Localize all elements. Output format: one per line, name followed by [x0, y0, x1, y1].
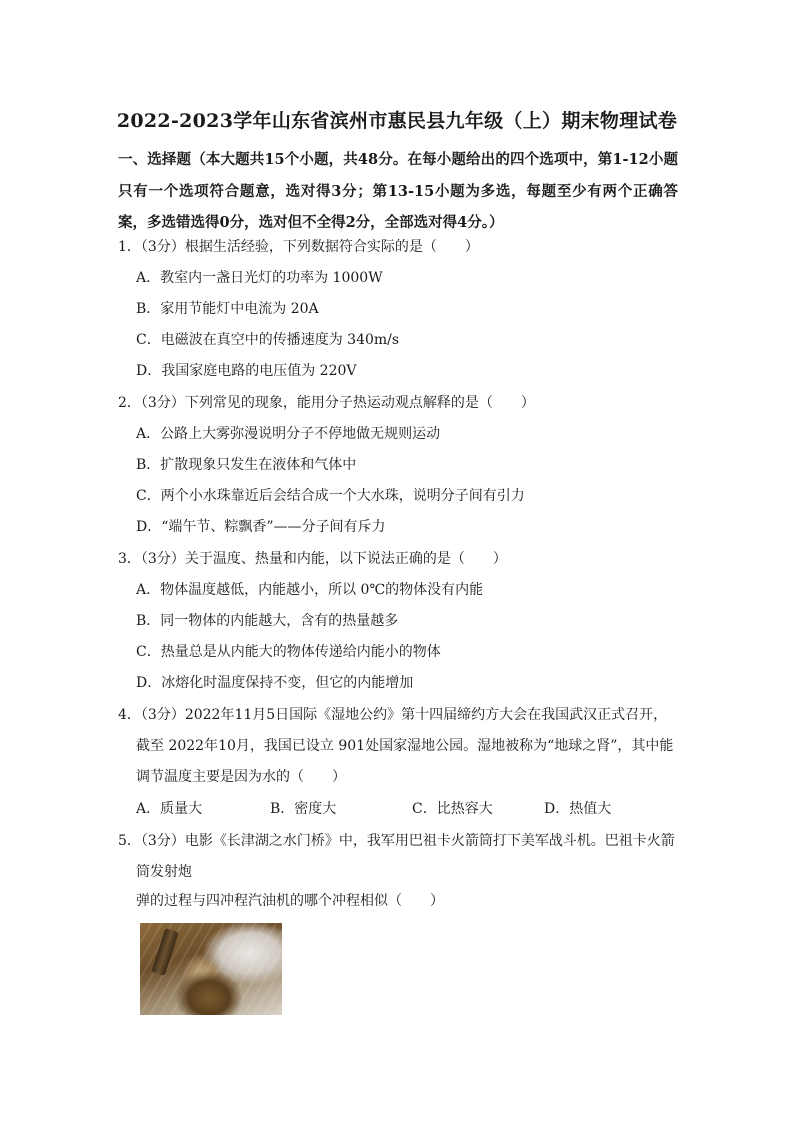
question-3-option-c: C．热量总是从内能大的物体传递给内能小的物体 [136, 644, 441, 660]
question-2-option-b: B．扩散现象只发生在液体和气体中 [136, 457, 357, 473]
section-heading: 一、选择题（本大题共15个小题，共48分。在每小题给出的四个选项中，第1-12小题只有一个选项符合题意，选对得3分；第13-15小题为多选，每题至少有两个正确答案，多选错选得0分，选对但不全得2分，全部选对得4分。） [118, 151, 678, 231]
question-3-option-b: B．同一物体的内能越大，含有的热量越多 [136, 613, 399, 629]
question-4-option-c: C．比热容大 [412, 801, 493, 817]
question-3-option-a: A．物体温度越低，内能越小，所以 0℃的物体没有内能 [136, 582, 484, 598]
question-2-stem: 2．（3分）下列常见的现象，能用分子热运动观点解释的是（ ） [118, 395, 535, 411]
question-3-stem: 3．（3分）关于温度、热量和内能，以下说法正确的是（ ） [118, 551, 507, 567]
question-4-option-b: B．密度大 [270, 801, 337, 817]
question-1-option-a: A．教室内一盏日光灯的功率为 1000W [136, 270, 383, 286]
question-1-option-b: B．家用节能灯中电流为 20A [136, 301, 319, 317]
question-3-option-d: D．冰熔化时温度保持不变，但它的内能增加 [136, 675, 414, 691]
question-1-option-c: C．电磁波在真空中的传播速度为 340m/s [136, 332, 400, 348]
question-2-option-d: D．“端午节、粽飘香”——分子间有斥力 [136, 519, 386, 535]
question-5-stem-line-3: 弹的过程与四冲程汽油机的哪个冲程相似（ ） [136, 893, 444, 909]
question-1-option-d: D．我国家庭电路的电压值为 220V [136, 363, 357, 379]
question-4-stem-line-1: 4．（3分）2022年11月5日国际《湿地公约》第十四届缔约方大会在我国武汉正式召开， [118, 707, 668, 723]
question-1-stem: 1．（3分）根据生活经验，下列数据符合实际的是（ ） [118, 239, 479, 255]
bazooka-movie-still-image [140, 923, 282, 1015]
question-5-stem-line-2: 筒发射炮 [136, 864, 192, 880]
question-5-stem-line-1: 5．（3分）电影《长津湖之水门桥》中，我军用巴祖卡火箭筒打下美军战斗机。巴祖卡火箭 [118, 833, 675, 849]
question-4-option-d: D．热值大 [544, 801, 612, 817]
question-2-option-c: C．两个小水珠靠近后会结合成一个大水珠，说明分子间有引力 [136, 488, 525, 504]
question-4-stem-line-2: 截至 2022年10月，我国已设立 901处国家湿地公园。湿地被称为“地球之肾”，其中能 [136, 738, 674, 754]
question-4-stem-line-3: 调节温度主要是因为水的（ ） [136, 769, 346, 785]
question-4-option-a: A．质量大 [136, 801, 203, 817]
soldier-figure [174, 963, 244, 1015]
question-2-option-a: A．公路上大雾弥漫说明分子不停地做无规则运动 [136, 426, 441, 442]
page-title: 2022-2023学年山东省滨州市惠民县九年级（上）期末物理试卷 [116, 110, 678, 132]
